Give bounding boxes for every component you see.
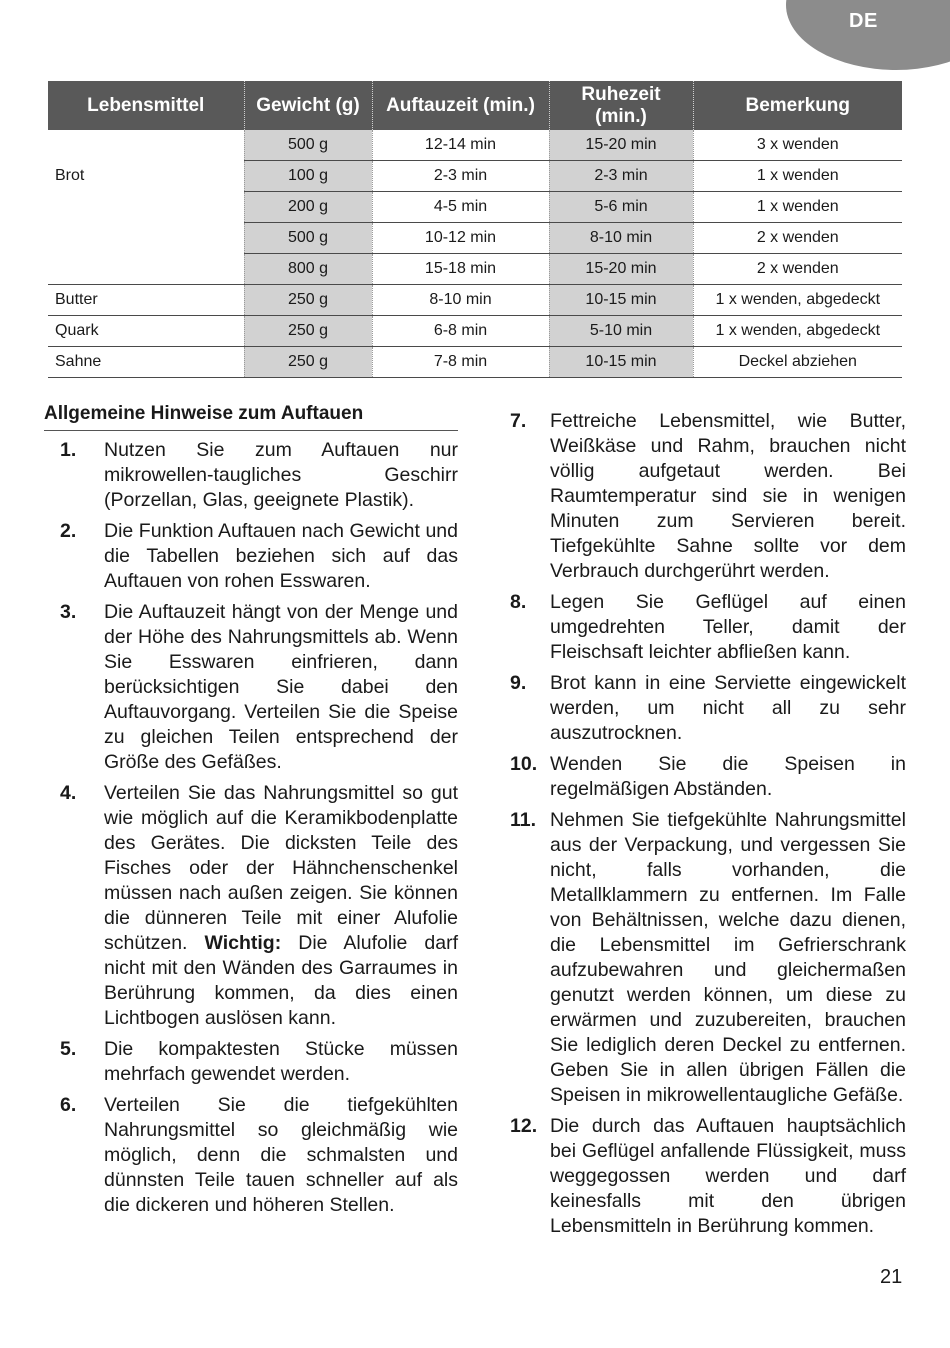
item-number: 10. — [510, 753, 538, 775]
header-thaw-time: Auftauzeit (min.) — [372, 81, 549, 130]
cell-weight: 250 g — [244, 285, 372, 316]
item-number: 1. — [60, 439, 77, 461]
item-number: 12. — [510, 1115, 538, 1137]
cell-rest: 8-10 min — [549, 223, 693, 254]
item-text: Brot kann in eine Serviette eingewickelt werden, um nicht all zu sehr auszutrocknen. — [550, 672, 906, 744]
instructions-left — [44, 438, 458, 1224]
cell-thaw: 6-8 min — [372, 316, 549, 347]
cell-note: 2 x wenden — [693, 223, 902, 254]
important-label: Wichtig: — [204, 932, 282, 954]
item-text: Wenden Sie die Speisen in regelmäßigen Abständen. — [550, 753, 906, 800]
cell-note: 1 x wenden — [693, 192, 902, 223]
list-item — [44, 600, 458, 775]
cell-weight: 800 g — [244, 254, 372, 285]
list-item — [510, 808, 906, 1108]
cell-thaw: 2-3 min — [372, 161, 549, 192]
header-rest-time: Ruhezeit (min.) — [549, 81, 693, 130]
table-row — [48, 192, 902, 223]
header-note: Bemerkung — [693, 81, 902, 130]
list-item — [44, 438, 458, 513]
item-number: 4. — [60, 782, 77, 804]
section-title: Allgemeine Hinweise zum Auftauen — [44, 403, 458, 431]
cell-note: 1 x wenden, abgedeckt — [693, 285, 902, 316]
item-number: 9. — [510, 672, 527, 694]
item-number: 8. — [510, 591, 527, 613]
item-number: 11. — [510, 809, 537, 831]
cell-note: 2 x wenden — [693, 254, 902, 285]
thawing-table — [48, 81, 902, 378]
cell-weight: 250 g — [244, 316, 372, 347]
item-text: Verteilen Sie die tiefgekühlten Nahrungsmittel so gleichmäßig wie möglich, denn die schmalsten und dünnsten Teile tauen schneller auf als die dickeren und höheren Stellen. — [104, 1094, 458, 1216]
item-number: 2. — [60, 520, 77, 542]
cell-food: Sahne — [48, 347, 244, 378]
table-row — [48, 161, 902, 192]
cell-weight: 500 g — [244, 130, 372, 161]
page-number: 21 — [880, 1266, 903, 1288]
cell-food — [48, 223, 244, 254]
cell-rest: 15-20 min — [549, 254, 693, 285]
list-item — [44, 781, 458, 1031]
table-row — [48, 130, 902, 161]
item-number: 6. — [60, 1094, 77, 1116]
instructions-right — [510, 409, 906, 1245]
table-row — [48, 223, 902, 254]
cell-food — [48, 130, 244, 161]
header-weight: Gewicht (g) — [244, 81, 372, 130]
cell-rest: 5-10 min — [549, 316, 693, 347]
cell-thaw: 4-5 min — [372, 192, 549, 223]
header-food: Lebensmittel — [48, 81, 244, 130]
item-text: Die durch das Auftauen hauptsächlich bei Geflügel anfallende Flüssigkeit, muss weggegossen werden und darf keinesfalls mit den übrigen Lebensmitteln in Berührung kommen. — [550, 1115, 906, 1237]
item-text: Legen Sie Geflügel auf einen umgedrehten Teller, damit der Fleischsaft leichter abfließen kann. — [550, 591, 906, 663]
item-text: Nehmen Sie tiefgekühlte Nahrungsmittel aus der Verpackung, und vergessen Sie nicht, falls vorhanden, die Metallklammern zu entfernen. Im Falle von Behältnissen, welche dazu dienen, die Lebensmittel im Gefrierschrank aufzubewahren und gleichermaßen genutzt werden können, um diese zu erwärmen und zuzubereiten, brauchen Sie lediglich deren Deckel zu entfernen. Geben Sie in allen übrigen Fällen die Speisen in mikrowellentaugliche Gefäße. — [550, 809, 906, 1106]
cell-thaw: 8-10 min — [372, 285, 549, 316]
item-text: Die kompaktesten Stücke müssen mehrfach gewendet werden. — [104, 1038, 458, 1085]
cell-rest: 10-15 min — [549, 285, 693, 316]
list-item — [510, 752, 906, 802]
list-item — [44, 1037, 458, 1087]
cell-weight: 250 g — [244, 347, 372, 378]
cell-food — [48, 254, 244, 285]
table-row — [48, 254, 902, 285]
cell-weight: 100 g — [244, 161, 372, 192]
list-item — [44, 1093, 458, 1218]
cell-rest: 5-6 min — [549, 192, 693, 223]
cell-thaw: 15-18 min — [372, 254, 549, 285]
item-text: Nutzen Sie zum Auftauen nur mikrowellen-taugliches Geschirr (Porzellan, Glas, geeignete Plastik). — [104, 439, 458, 511]
item-text: Die Alufolie darf nicht mit den Wänden des Garraumes in Berührung kommen, da dies einen Lichtbogen auslösen kann. — [104, 932, 458, 1029]
list-item — [510, 671, 906, 746]
language-label: DE — [849, 10, 878, 32]
item-text: Die Auftauzeit hängt von der Menge und der Höhe des Nahrungsmittels ab. Wenn Sie Esswaren einfrieren, dann berücksichtigen Sie dabei den Auftauvorgang. Verteilen Sie die Speise zu gleichen Teilen entsprechend der Größe des Gefäßes. — [104, 601, 458, 773]
cell-note: 3 x wenden — [693, 130, 902, 161]
list-item — [44, 519, 458, 594]
table-row — [48, 347, 902, 378]
cell-rest: 10-15 min — [549, 347, 693, 378]
item-number: 5. — [60, 1038, 77, 1060]
cell-note: 1 x wenden — [693, 161, 902, 192]
cell-rest: 15-20 min — [549, 130, 693, 161]
table-row — [48, 285, 902, 316]
cell-food: Quark — [48, 316, 244, 347]
table-header-row — [48, 81, 902, 130]
cell-rest: 2-3 min — [549, 161, 693, 192]
item-number: 7. — [510, 410, 527, 432]
item-number: 3. — [60, 601, 77, 623]
cell-weight: 500 g — [244, 223, 372, 254]
list-item — [510, 1114, 906, 1239]
cell-weight: 200 g — [244, 192, 372, 223]
cell-food: Brot — [48, 161, 244, 192]
cell-note: Deckel abziehen — [693, 347, 902, 378]
item-text: Fettreiche Lebensmittel, wie Butter, Weißkäse und Rahm, brauchen nicht völlig aufgetaut werden. Bei Raumtemperatur sind sie in wenigen Minuten zum Servieren bereit. Tiefgekühlte Sahne sollte vor dem Verbrauch durchgerührt werden. — [550, 410, 906, 582]
language-tab — [786, 0, 950, 70]
cell-note: 1 x wenden, abgedeckt — [693, 316, 902, 347]
item-text: Verteilen Sie das Nahrungsmittel so gut wie möglich auf die Keramikbodenplatte des Gerätes. Die dicksten Teile des Fisches oder der Hähnchenschenkel müssen nach außen zeigen. Sie können die dünneren Teile mit einer Alufolie schützen. — [104, 782, 458, 954]
cell-thaw: 7-8 min — [372, 347, 549, 378]
list-item — [510, 590, 906, 665]
cell-thaw: 12-14 min — [372, 130, 549, 161]
item-text: Die Funktion Auftauen nach Gewicht und die Tabellen beziehen sich auf das Auftauen von rohen Esswaren. — [104, 520, 458, 592]
cell-thaw: 10-12 min — [372, 223, 549, 254]
table-row — [48, 316, 902, 347]
cell-food — [48, 192, 244, 223]
list-item — [510, 409, 906, 584]
cell-food: Butter — [48, 285, 244, 316]
